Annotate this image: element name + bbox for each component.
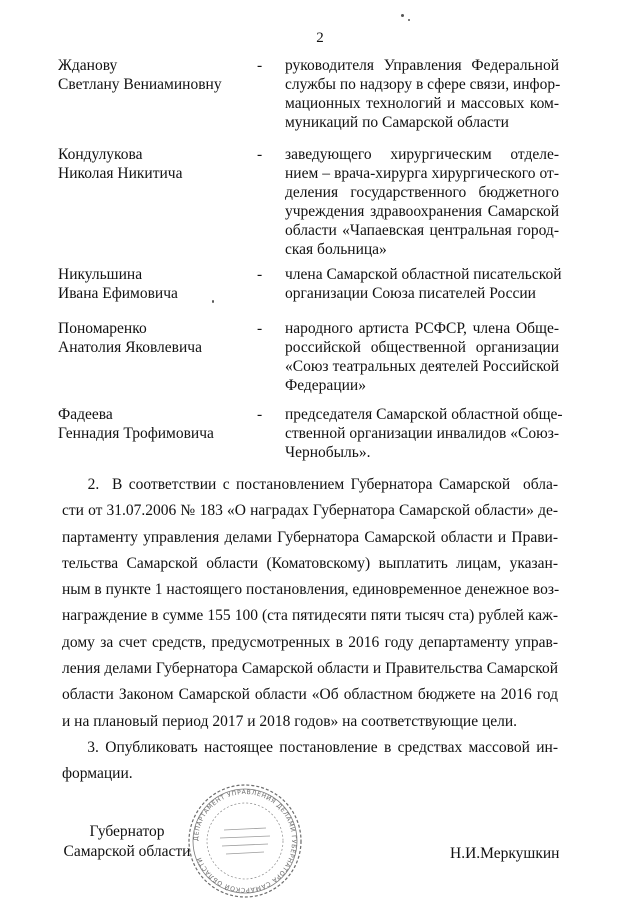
dash-separator: - (257, 266, 263, 283)
dash-separator: - (257, 57, 263, 74)
official-seal-stamp (186, 782, 304, 900)
awardee-name: Фадеева Геннадия Трофимовича (58, 406, 214, 442)
dash-separator: - (257, 146, 263, 163)
decree-paragraph-3: 3. Опубликовать настоящее постановление в средствах массовой ин- формации. (62, 738, 558, 783)
scan-speck (212, 300, 214, 303)
awardee-position: народного артиста РСФСР, члена Обще- российской общественной организации «Союз театральных деятелей Российской Федерации» (285, 320, 559, 394)
awardee-position: руководителя Управления Федеральной службы по надзору в сфере связи, инфор- мационных технологий и массовых ком- муникаций по Самарской области (285, 57, 561, 131)
awardee-position: заведующего хирургическим отделе- нием – врача-хирурга хирургического от- деления государственного бюджетного учреждения здравоохранения Самарской области «Чапаевская центральная город- ская больница» (285, 146, 559, 258)
seal-ring-text: ДЕПАРТАМЕНТ УПРАВЛЕНИЯ ДЕЛАМИ ГУБЕРНАТОРА САМАРСКОЙ ОБЛАСТИ (192, 788, 298, 894)
decree-body (62, 472, 558, 788)
awardee-name: Кондулукова Николая Никитича (58, 146, 183, 182)
awardee-name: Жданову Светлану Вениаминовну (58, 57, 222, 93)
dash-separator: - (257, 406, 263, 423)
awardee-name: Никульшина Ивана Ефимовича (58, 266, 178, 302)
awardee-position: председателя Самарской областной обще- ственной организации инвалидов «Союз- Чернобыль». (285, 406, 563, 461)
signatory-title: Губернатор Самарской области (63, 823, 191, 860)
scan-speck (401, 14, 404, 17)
decree-paragraph-2: 2. В соответствии с постановлением Губернатора Самарской обла- сти от 31.07.2006 № 183 «О наградах Губернатора Самарской области» де- партаменту управления делами Губернатора Самарской области и Прави- тельства Самарской области (Коматовскому) выплатить лицам, указан- ным в пункте 1 настоящего постановления, единовременное денежное воз- награждение в сумме 155 100 (ста пятидесяти пяти тысяч ста) рублей каж- дому за счет средств, предусмотренных в 2016 году департаменту управ- ления делами Губернатора Самарской области и Правительства Самарской области Законом Самарской области «Об областном бюджете на 2016 год и на плановый период 2017 и 2018 годов» на соответствующие цели. (62, 476, 560, 730)
page-number: 2 (316, 30, 324, 46)
awardee-position: члена Самарской областной писательской организации Союза писателей России (285, 266, 562, 302)
signatory-name: Н.И.Меркушкин (450, 845, 560, 862)
scan-speck (408, 19, 410, 21)
awardee-name: Пономаренко Анатолия Яковлевича (58, 320, 202, 356)
dash-separator: - (257, 320, 263, 337)
svg-text:ДЕПАРТАМЕНТ УПРАВЛЕНИЯ ДЕЛАМИ (193, 789, 297, 893)
